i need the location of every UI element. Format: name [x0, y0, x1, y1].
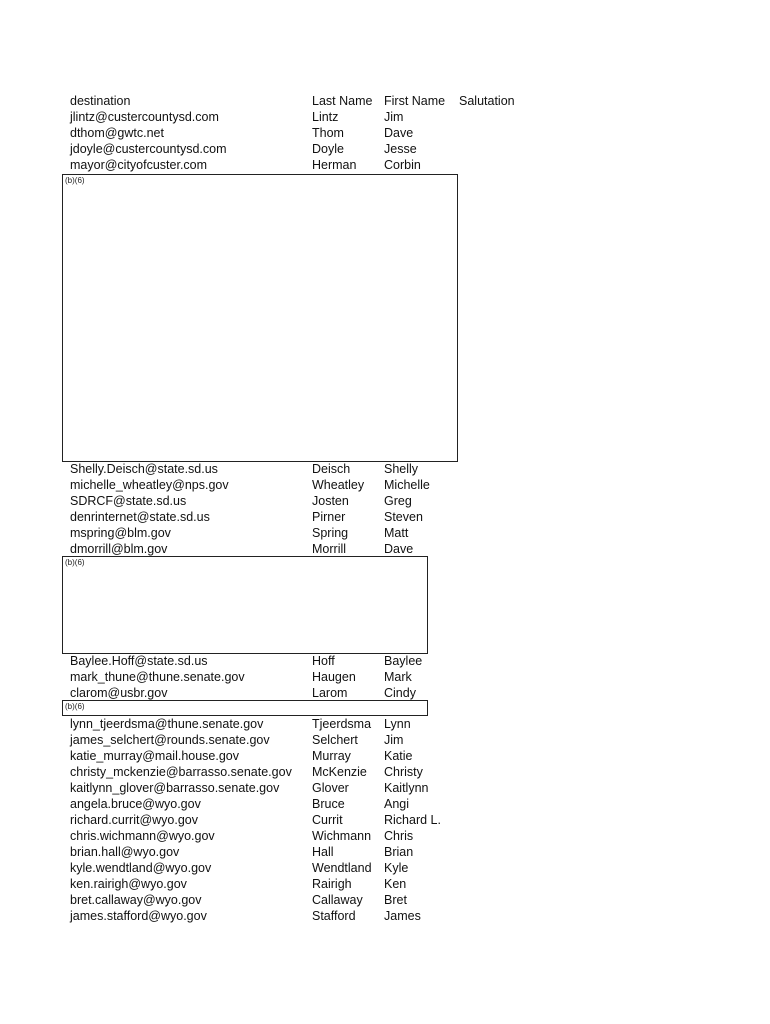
table-row: [0, 477, 770, 493]
header-last-name: Last Name: [312, 94, 373, 108]
first-name-cell: Angi: [384, 797, 410, 811]
table-row: [0, 125, 770, 141]
email-cell: chris.wichmann@wyo.gov: [70, 829, 215, 843]
last-name-cell: Callaway: [312, 893, 363, 907]
last-name-cell: Hoff: [312, 654, 335, 668]
table-row: [0, 525, 770, 541]
first-name-cell: Lynn: [384, 717, 411, 731]
first-name-cell: Richard L.: [384, 813, 441, 827]
table-row: [0, 669, 770, 685]
last-name-cell: Pirner: [312, 510, 346, 524]
first-name-cell: Katie: [384, 749, 413, 763]
email-cell: clarom@usbr.gov: [70, 686, 168, 700]
email-cell: mspring@blm.gov: [70, 526, 171, 540]
email-cell: mark_thune@thune.senate.gov: [70, 670, 245, 684]
table-row: [0, 860, 770, 876]
last-name-cell: Wendtland: [312, 861, 372, 875]
first-name-cell: Jim: [384, 733, 404, 747]
first-name-cell: Baylee: [384, 654, 423, 668]
email-cell: dthom@gwtc.net: [70, 126, 164, 140]
last-name-cell: Deisch: [312, 462, 351, 476]
last-name-cell: Murray: [312, 749, 351, 763]
email-cell: denrinternet@state.sd.us: [70, 510, 210, 524]
first-name-cell: Dave: [384, 542, 414, 556]
last-name-cell: Morrill: [312, 542, 347, 556]
table-row: [0, 764, 770, 780]
first-name-cell: Matt: [384, 526, 409, 540]
table-row: [0, 748, 770, 764]
last-name-cell: Doyle: [312, 142, 344, 156]
email-cell: bret.callaway@wyo.gov: [70, 893, 202, 907]
last-name-cell: Bruce: [312, 797, 345, 811]
first-name-cell: Corbin: [384, 158, 421, 172]
redaction-label: (b)(6): [65, 558, 85, 567]
first-name-cell: Shelly: [384, 462, 419, 476]
last-name-cell: Rairigh: [312, 877, 352, 891]
table-row: [0, 509, 770, 525]
email-cell: brian.hall@wyo.gov: [70, 845, 180, 859]
last-name-cell: Herman: [312, 158, 357, 172]
last-name-cell: Glover: [312, 781, 349, 795]
email-cell: kyle.wendtland@wyo.gov: [70, 861, 212, 875]
first-name-cell: Bret: [384, 893, 407, 907]
first-name-cell: Chris: [384, 829, 414, 843]
last-name-cell: Spring: [312, 526, 349, 540]
email-cell: christy_mckenzie@barrasso.senate.gov: [70, 765, 292, 779]
email-cell: james_selchert@rounds.senate.gov: [70, 733, 270, 747]
redaction-box: [62, 700, 428, 716]
last-name-cell: Currit: [312, 813, 343, 827]
email-cell: lynn_tjeerdsma@thune.senate.gov: [70, 717, 264, 731]
table-row: [0, 796, 770, 812]
redaction-box: [62, 174, 458, 462]
header-row: [0, 93, 770, 109]
email-cell: michelle_wheatley@nps.gov: [70, 478, 229, 492]
redaction-label: (b)(6): [65, 176, 85, 185]
table-row: [0, 780, 770, 796]
table-row: [0, 493, 770, 509]
first-name-cell: Mark: [384, 670, 412, 684]
table-row: [0, 157, 770, 173]
first-name-cell: Michelle: [384, 478, 430, 492]
table-row: [0, 876, 770, 892]
last-name-cell: McKenzie: [312, 765, 367, 779]
email-cell: ken.rairigh@wyo.gov: [70, 877, 187, 891]
email-cell: kaitlynn_glover@barrasso.senate.gov: [70, 781, 280, 795]
table-row: [0, 461, 770, 477]
first-name-cell: Jesse: [384, 142, 417, 156]
email-cell: james.stafford@wyo.gov: [70, 909, 207, 923]
table-row: [0, 732, 770, 748]
first-name-cell: Christy: [384, 765, 423, 779]
header-destination: destination: [70, 94, 131, 108]
table-row: [0, 892, 770, 908]
table-row: [0, 844, 770, 860]
email-cell: dmorrill@blm.gov: [70, 542, 168, 556]
table-row: [0, 109, 770, 125]
email-cell: angela.bruce@wyo.gov: [70, 797, 201, 811]
email-cell: Baylee.Hoff@state.sd.us: [70, 654, 208, 668]
first-name-cell: Brian: [384, 845, 414, 859]
email-cell: SDRCF@state.sd.us: [70, 494, 187, 508]
last-name-cell: Selchert: [312, 733, 358, 747]
last-name-cell: Wichmann: [312, 829, 372, 843]
last-name-cell: Wheatley: [312, 478, 365, 492]
table-row: [0, 685, 770, 701]
table-row: [0, 908, 770, 924]
first-name-cell: Ken: [384, 877, 407, 891]
header-first-name: First Name: [384, 94, 446, 108]
first-name-cell: Steven: [384, 510, 423, 524]
first-name-cell: Cindy: [384, 686, 416, 700]
email-cell: mayor@cityofcuster.com: [70, 158, 208, 172]
email-cell: Shelly.Deisch@state.sd.us: [70, 462, 218, 476]
table-row: [0, 716, 770, 732]
first-name-cell: Greg: [384, 494, 412, 508]
email-cell: jdoyle@custercountysd.com: [70, 142, 227, 156]
header-salutation: Salutation: [459, 94, 515, 108]
last-name-cell: Thom: [312, 126, 344, 140]
last-name-cell: Lintz: [312, 110, 339, 124]
table-row: [0, 828, 770, 844]
last-name-cell: Haugen: [312, 670, 356, 684]
last-name-cell: Stafford: [312, 909, 356, 923]
table-row: [0, 141, 770, 157]
first-name-cell: Jim: [384, 110, 404, 124]
last-name-cell: Hall: [312, 845, 334, 859]
table-row: [0, 653, 770, 669]
first-name-cell: Kaitlynn: [384, 781, 429, 795]
email-cell: richard.currit@wyo.gov: [70, 813, 199, 827]
last-name-cell: Josten: [312, 494, 349, 508]
table-row: [0, 541, 770, 557]
first-name-cell: James: [384, 909, 421, 923]
redaction-label: (b)(6): [65, 702, 85, 711]
redaction-box: [62, 556, 428, 654]
email-cell: katie_murray@mail.house.gov: [70, 749, 240, 763]
first-name-cell: Dave: [384, 126, 414, 140]
email-cell: jlintz@custercountysd.com: [70, 110, 219, 124]
last-name-cell: Larom: [312, 686, 348, 700]
table-row: [0, 812, 770, 828]
last-name-cell: Tjeerdsma: [312, 717, 372, 731]
first-name-cell: Kyle: [384, 861, 409, 875]
